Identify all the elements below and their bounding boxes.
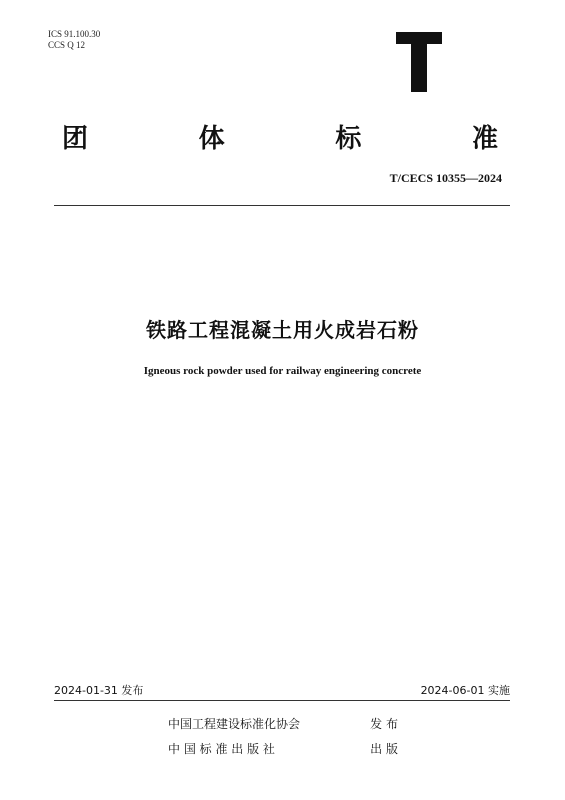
publisher-name: 中国工程建设标准化协会 xyxy=(168,717,301,731)
publisher-action: 发 布 xyxy=(370,717,398,731)
ics-code: ICS 91.100.30 xyxy=(48,29,101,39)
group-standard-t-logo-icon xyxy=(396,32,442,92)
publisher-action: 出 版 xyxy=(370,742,398,756)
title-english: Igneous rock powder used for railway engineering concrete xyxy=(143,365,422,377)
implementation-date: 2024-06-01 实施 xyxy=(420,684,510,697)
title-chinese: 铁路工程混凝土用火成岩石粉 xyxy=(146,318,419,342)
heading-char: 体 xyxy=(198,124,225,154)
bottom-divider xyxy=(54,700,510,701)
issue-date: 2024-01-31 发布 xyxy=(54,684,144,697)
document-type-heading xyxy=(62,118,498,155)
top-divider xyxy=(54,205,510,206)
publisher-row xyxy=(168,715,398,732)
heading-char: 团 xyxy=(62,124,89,154)
publisher-row xyxy=(168,740,398,757)
heading-char: 标 xyxy=(335,124,362,154)
classification-codes xyxy=(48,29,100,51)
standard-number: T/CECS 10355—2024 xyxy=(389,171,502,185)
ccs-code: CCS Q 12 xyxy=(48,40,86,50)
heading-char: 准 xyxy=(471,124,498,154)
publisher-name: 中 国 标 准 出 版 社 xyxy=(168,742,275,756)
